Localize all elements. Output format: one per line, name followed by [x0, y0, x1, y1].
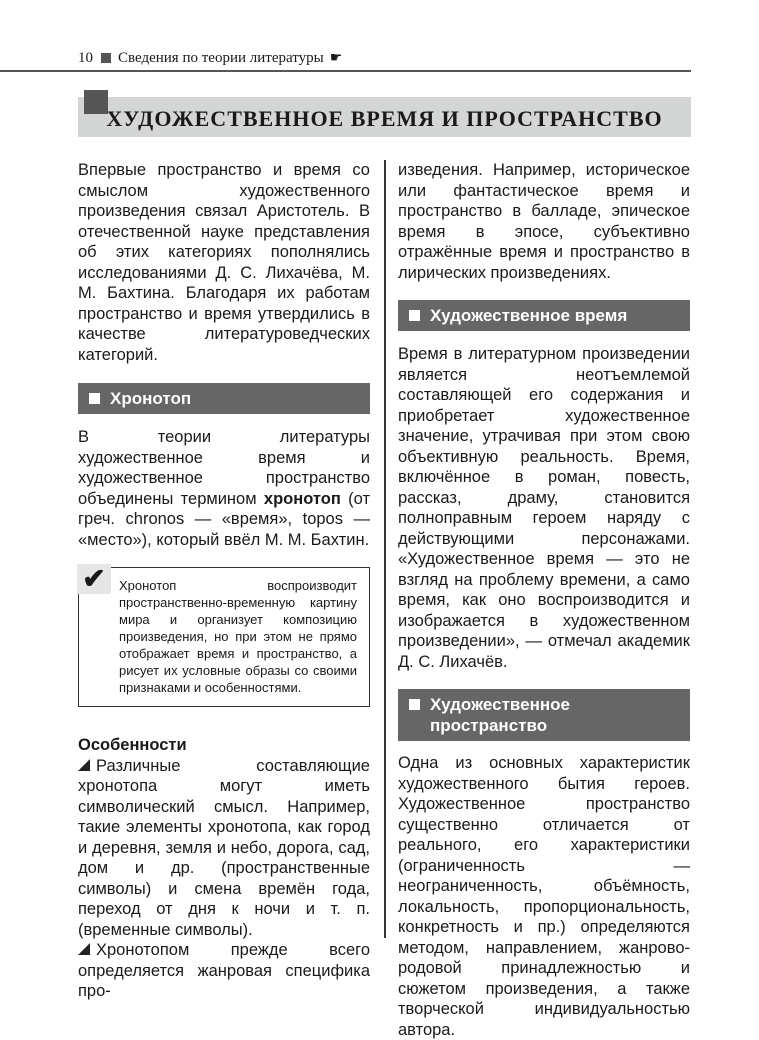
feature-text: Хронотопом прежде всего определяется жанровая специфика про-: [78, 941, 370, 1000]
square-bullet-icon: [89, 393, 100, 404]
feature-text: Различные составляющие хронотопа могут иметь символический смысл. Например, такие элементы хронотопа, как город и деревня, земля и небо, дорога, сад, дом и др. (пространственные символы) и смена времён года, переход от дня к ночи и т. п. (временные символы).: [78, 756, 370, 939]
header-rule: [0, 70, 691, 72]
triangle-bullet-icon: [78, 759, 90, 771]
note-text: Хронотоп воспроизводит пространственно-временную картину мира и организует композицию произведения, но при этом не прямо отображает время и пространство, а рисует их условные образы со своими признаками и особенностями.: [119, 578, 357, 695]
section-name: Сведения по теории литературы: [118, 49, 324, 66]
space-paragraph: Одна из основных характеристик художественного бытия героев. Художественное пространство существенно отличается от реального, его характеристики (ограниченность — неограниченность, объёмность, локальность, пропорциональность, конкретность и пр.) определяются методом, направлением, жанрово-родовой принадлежностью и сюжетом произведения, а также творческой индивидуальностью автора.: [398, 754, 690, 1039]
chapter-title-bar: [78, 97, 691, 137]
square-bullet-icon: [409, 310, 420, 321]
triangle-bullet-icon: [78, 943, 90, 955]
hand-pointer-icon: ☛: [329, 50, 343, 66]
section-heading-label: Художественное пространство: [430, 695, 570, 735]
chapter-title: ХУДОЖЕСТВЕННОЕ ВРЕМЯ И ПРОСТРАНСТВО: [106, 106, 663, 131]
square-bullet-icon: [409, 699, 420, 710]
feature-item: [78, 940, 370, 1002]
column-divider: [384, 160, 386, 938]
text-segment: В теории литературы художественное время и художественное пространство объединены термином: [78, 428, 370, 508]
intro-paragraph: Впервые пространство и время со смыслом художественного произведения связал Аристотель. В отечественной науке представления об этих категориях пополнялись исследованиями Д. С. Лихачёва, М. М. Бахтина. Благодаря их работам пространство и время утвердились в качестве литературоведческих категорий.: [78, 161, 370, 364]
note-box: [78, 563, 370, 707]
term-bold: хронотоп: [263, 489, 341, 508]
left-column: [78, 160, 370, 1002]
right-column: [398, 160, 690, 1040]
square-bullet-icon: [101, 53, 111, 63]
continued-paragraph: изведения. Например, историческое или фантастическое время и пространство в балладе, эпическое время в эпосе, субъективно отражённые время и пространство в лирических произведениях.: [398, 161, 690, 282]
running-header: [78, 47, 691, 69]
features-heading: Особенности: [78, 736, 187, 754]
feature-item: [78, 756, 370, 941]
checkmark-icon: ✔: [77, 564, 111, 594]
section-heading-label: Художественное время: [430, 306, 628, 325]
time-paragraph: Время в литературном произведении является неотъемлемой составляющей его содержания и приобретает художественное значение, утрачивая при этом свою объективную реальность. Время, включённое в роман, повесть, рассказ, драму, становится полноправным героем наряду с действующими персонажами. «Художественное время — это не взгляд на проблему времени, а само время, как оно воспроизводится и изображается в художественном произведении», — отмечал академик Д. С. Лихачёв.: [398, 345, 690, 671]
section-heading-space: [398, 689, 690, 741]
section-heading-time: [398, 300, 690, 331]
chronotope-paragraph: [78, 427, 370, 550]
section-heading-chronotope: [78, 383, 370, 414]
section-heading-label: Хронотоп: [110, 389, 192, 408]
page-number: 10: [78, 49, 93, 66]
text-segment: (от греч. chronos — «время», topos — «место»), который ввёл М. М. Бахтин.: [78, 489, 370, 549]
